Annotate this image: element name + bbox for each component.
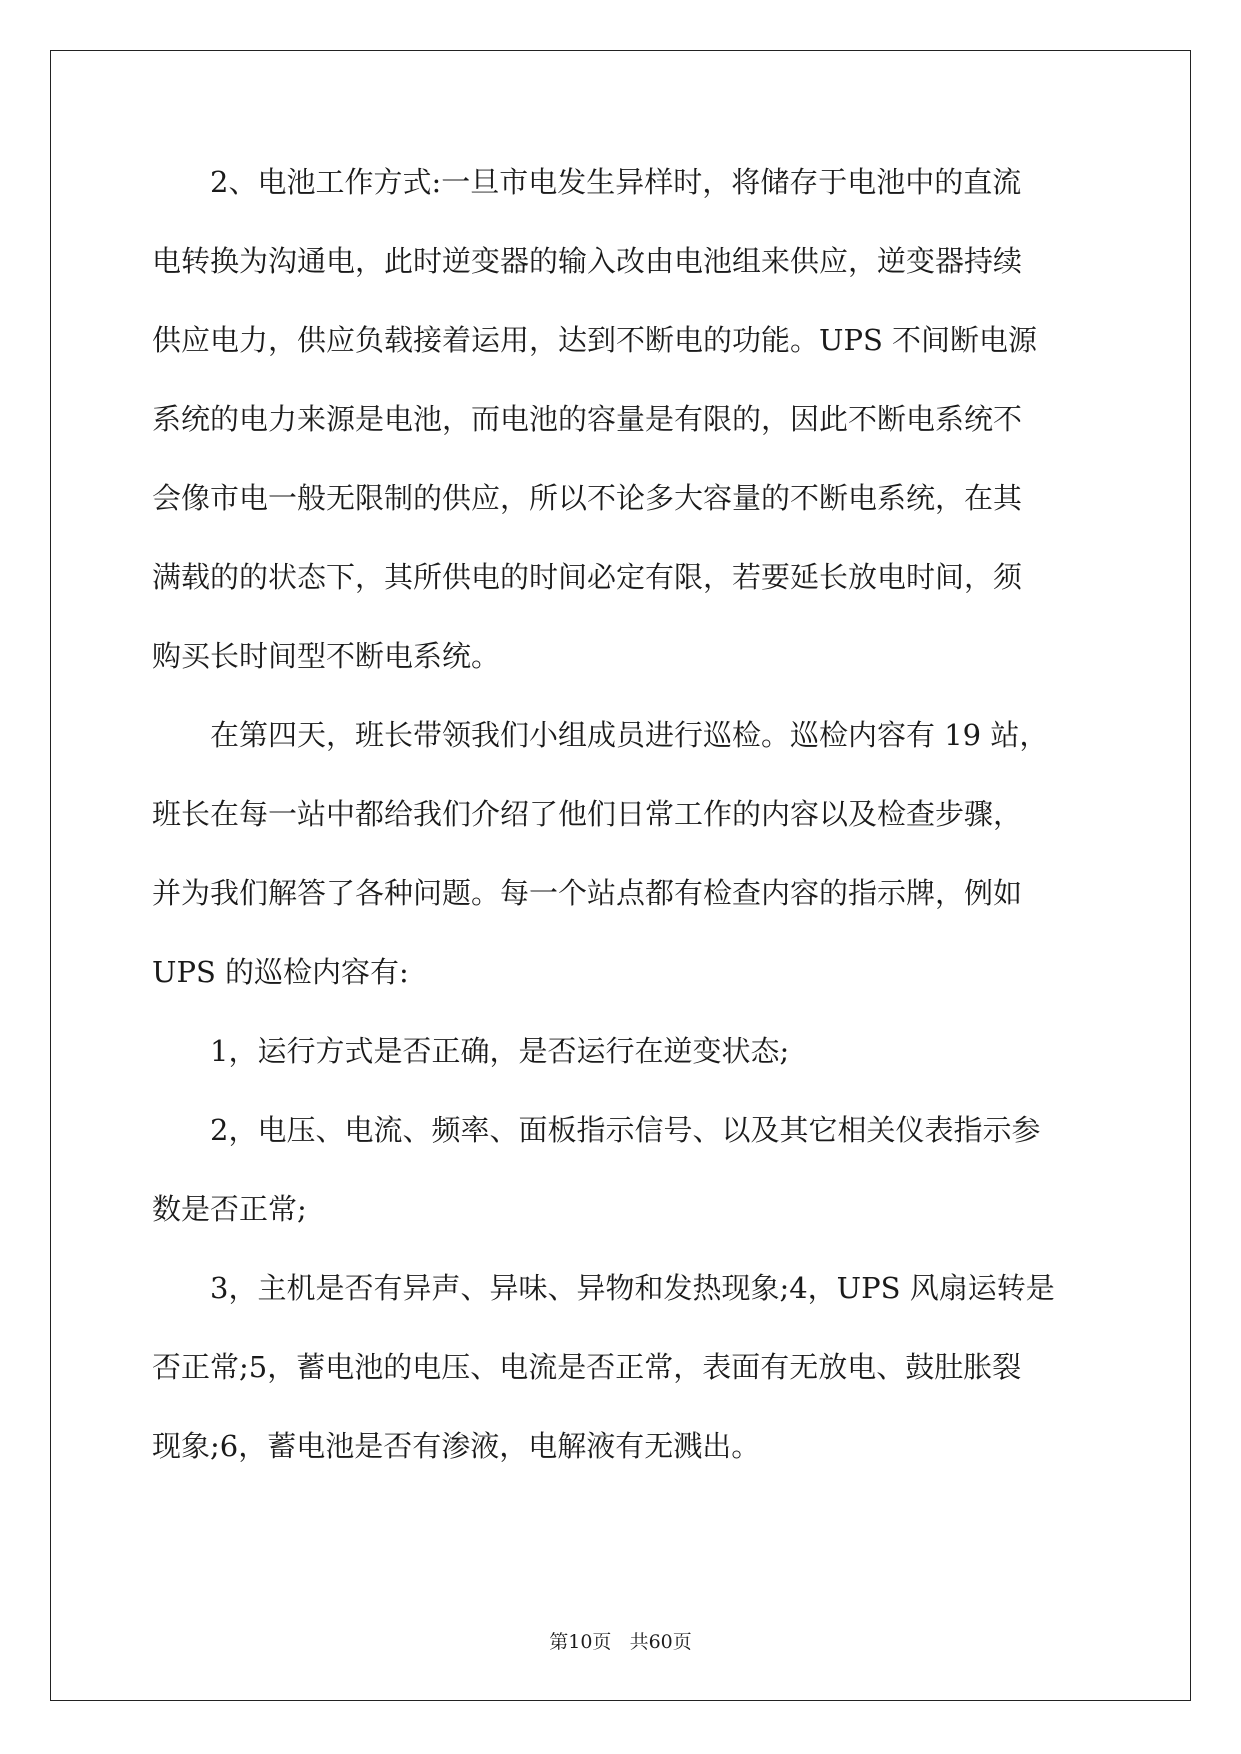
text-line: 否正常;5，蓄电池的电压、电流是否正常，表面有无放电、鼓肚胀裂 xyxy=(152,1350,1022,1384)
text-line: 2、电池工作方式:一旦市电发生异样时，将储存于电池中的直流 xyxy=(210,165,1022,199)
text-line: 1，运行方式是否正确，是否运行在逆变状态; xyxy=(210,1034,790,1068)
text-line: 在第四天，班长带领我们小组成员进行巡检。巡检内容有 19 站， xyxy=(210,718,1049,752)
text-line: UPS 的巡检内容有: xyxy=(152,955,409,989)
text-line: 购买长时间型不断电系统。 xyxy=(152,639,501,673)
document-body xyxy=(152,160,1089,1503)
total-pages-label: 共60页 xyxy=(629,1631,692,1653)
page-footer xyxy=(0,1627,1241,1654)
text-line: 2，电压、电流、频率、面板指示信号、以及其它相关仪表指示参 xyxy=(210,1113,1041,1147)
text-line: 系统的电力来源是电池，而电池的容量是有限的，因此不断电系统不 xyxy=(152,402,1023,436)
text-line: 满载的的状态下，其所供电的时间必定有限，若要延长放电时间，须 xyxy=(152,560,1023,594)
text-line: 班长在每一站中都给我们介绍了他们日常工作的内容以及检查步骤， xyxy=(152,797,1023,831)
text-line: 供应电力，供应负载接着运用，达到不断电的功能。UPS 不间断电源 xyxy=(152,323,1038,357)
text-line: 现象;6，蓄电池是否有渗液，电解液有无溅出。 xyxy=(152,1429,761,1463)
text-line: 会像市电一般无限制的供应，所以不论多大容量的不断电系统，在其 xyxy=(152,481,1023,515)
current-page-label: 第10页 xyxy=(549,1631,612,1653)
text-line: 电转换为沟通电，此时逆变器的输入改由电池组来供应，逆变器持续 xyxy=(152,244,1023,278)
text-line: 并为我们解答了各种问题。每一个站点都有检查内容的指示牌，例如 xyxy=(152,876,1023,910)
text-line: 数是否正常; xyxy=(152,1192,307,1226)
text-line: 3，主机是否有异声、异味、异物和发热现象;4，UPS 风扇运转是 xyxy=(210,1271,1055,1305)
